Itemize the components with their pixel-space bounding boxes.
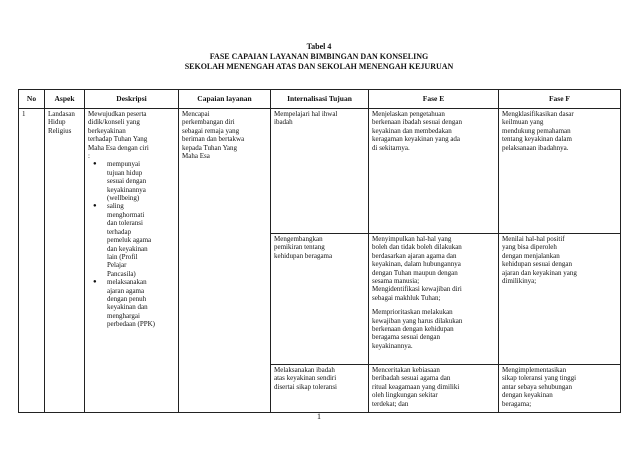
table-title: FASE CAPAIAN LAYANAN BIMBINGAN DAN KONSELING: [209, 52, 429, 61]
cell-fase-e: [369, 365, 499, 413]
phase-achievement-table: [18, 89, 621, 413]
deskripsi-bullet: ● saling menghormati dan toleransi terhadap pemeluk agama dan keyakinan lain (Profil Pelajar Pancasila): [93, 202, 175, 278]
fase-f-text: Menilai hal-hal positif yang bisa diperoleh dengan menjalankan kehidupan sesuai dengan ajaran dan keyakinan yang dimilikinya;: [502, 235, 577, 286]
header-capaian: Capaian layanan: [179, 90, 271, 109]
header-no: No: [19, 90, 45, 109]
table-row: [19, 109, 621, 234]
page-number: 1: [317, 412, 321, 421]
header-aspek: Aspek: [45, 90, 85, 109]
cell-fase-e: [369, 234, 499, 365]
capaian-text: Mencapai perkembangan diri sebagai remaja yang beriman dan bertakwa kepada Tuhan Yang Maha Esa: [182, 110, 245, 161]
cell-fase-e: [369, 109, 499, 234]
cell-internalisasi: [271, 234, 369, 365]
cell-fase-f: [499, 109, 621, 234]
cell-no: [19, 109, 45, 413]
internalisasi-text: Melaksanakan ibadah atas keyakinan sendiri disertai sikap toleransi: [274, 366, 337, 391]
aspek-text: Landasan Hidup Religius: [48, 110, 75, 135]
header-deskripsi: Deskripsi: [85, 90, 179, 109]
row-number: 1: [22, 110, 26, 118]
header-internalisasi: Internalisasi Tujuan: [271, 90, 369, 109]
deskripsi-intro: Mewujudkan peserta didik/konseli yang berkeyakinan terhadap Tuhan Yang Maha Esa dengan ciri :: [88, 110, 149, 161]
cell-fase-f: [499, 365, 621, 413]
table-header-row: [19, 90, 621, 109]
internalisasi-text: Mengembangkan pemikiran tentang kehidupan beragama: [274, 235, 333, 260]
table-caption-number: Tabel 4: [306, 42, 332, 51]
cell-internalisasi: [271, 365, 369, 413]
cell-deskripsi: [85, 109, 179, 413]
table-subtitle: SEKOLAH MENENGAH ATAS DAN SEKOLAH MENENGAH KEJURUAN: [184, 62, 454, 71]
deskripsi-bullet-list: [88, 160, 175, 328]
header-fase-e: Fase E: [369, 90, 499, 109]
fase-e-text: Menjelaskan pengetahuan berkenaan ibadah sesuai dengan keyakinan dan membedakan keragaman keyakinan yang ada di sekitarnya.: [372, 110, 462, 152]
internalisasi-text: Mempelajari hal ihwal ibadah: [274, 110, 338, 127]
cell-internalisasi: [271, 109, 369, 234]
cell-capaian: [179, 109, 271, 413]
fase-f-text: Mengimplementasikan sikap toleransi yang tinggi antar sebaya sehubungan dengan keyakinan beragama;: [502, 366, 577, 408]
fase-e-text: Menceritakan kebiasaan beribadah sesuai agama dan ritual keagamaan yang dimiliki oleh lingkungan sekitar terdekat; dan: [372, 366, 460, 408]
header-fase-f: Fase F: [499, 90, 621, 109]
fase-f-text: Mengklasifikasikan dasar keilmuan yang mendukung pemahaman tentang keyakinan dalam pelaksanaan ibadahnya.: [502, 110, 574, 152]
cell-aspek: [45, 109, 85, 413]
fase-e-text-secondary: Memprioritaskan melakukan kewajiban yang harus dilakukan berkenaan dengan kehidupan beragama sesuai dengan keyakinannya.: [372, 308, 463, 350]
cell-fase-f: [499, 234, 621, 365]
deskripsi-bullet: ● melaksanakan ajaran agama dengan penuh keyakinan dan menghargai perbedaan (PPK): [93, 278, 175, 328]
deskripsi-bullet: ● mempunyai tujuan hidup sesuai dengan keyakinannya (wellbeing): [93, 160, 175, 202]
fase-e-text: Menyimpulkan hal-hal yang boleh dan tidak boleh dilakukan berdasarkan ajaran agama dan keyakinan, dalam hubungannya dengan Tuhan maupun dengan sesama manusia; Mengidentifikasi kewajiban diri sebagai makhluk Tuhan;: [372, 235, 462, 302]
